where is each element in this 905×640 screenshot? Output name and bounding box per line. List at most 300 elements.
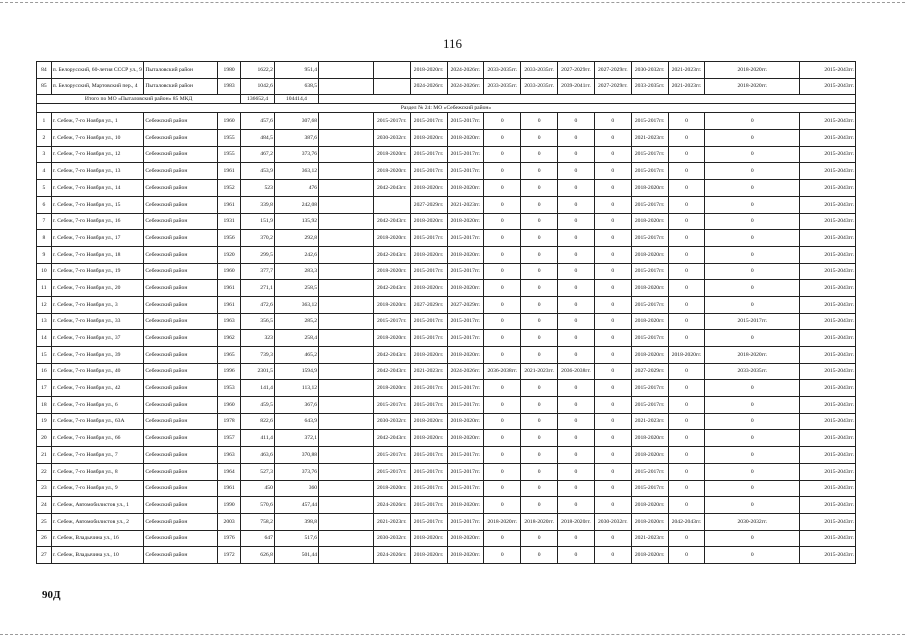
- period-cell: 2015-2017гг.: [631, 380, 668, 397]
- district-cell: Себежский район: [144, 513, 218, 530]
- period-cell: 2027-2029гг.: [447, 296, 484, 313]
- period-cell: 0: [484, 163, 521, 180]
- period-cell: 2015-2017гг.: [410, 513, 447, 530]
- period-cell: 0: [558, 447, 595, 464]
- period-cell: 2042-2043гг.: [373, 180, 410, 197]
- period-cell: 2018-2020гг.: [410, 547, 447, 564]
- period-cell: 0: [521, 213, 558, 230]
- period-cell: 0: [484, 280, 521, 297]
- page-number: 116: [442, 36, 463, 51]
- summary-row: [37, 95, 856, 104]
- period-cell: 0: [705, 146, 800, 163]
- period-cell: 0: [558, 330, 595, 347]
- period-cell: 2018-2020гг.: [410, 347, 447, 364]
- period-cell: 2018-2020гг.: [447, 497, 484, 514]
- district-cell: Себежский район: [144, 547, 218, 564]
- period-cell: 2015-2017гг.: [631, 163, 668, 180]
- blank-cell: [319, 413, 374, 430]
- period-cell: 0: [705, 213, 800, 230]
- period-cell: 0: [668, 246, 705, 263]
- period-cell: 0: [705, 246, 800, 263]
- period-cell: 2042-2043гг.: [668, 513, 705, 530]
- period-cell: 2018-2020гг.: [410, 180, 447, 197]
- row-number: 5: [37, 180, 52, 197]
- period-cell: 0: [484, 380, 521, 397]
- period-cell: 0: [484, 246, 521, 263]
- period-cell: 0: [558, 413, 595, 430]
- period-cell: 0: [484, 113, 521, 130]
- period-cell: 2030-2032гг.: [373, 413, 410, 430]
- period-cell: 0: [558, 497, 595, 514]
- period-cell: 2015-2017гг.: [447, 513, 484, 530]
- row-number: 8: [37, 230, 52, 247]
- period-cell: 0: [558, 146, 595, 163]
- total-area-cell: 299,5: [241, 246, 275, 263]
- address-cell: г. Себеж, 7-го Ноября ул., 15: [51, 196, 144, 213]
- living-area-cell: 951,4: [274, 62, 318, 79]
- period-cell: 2015-2017гг.: [631, 230, 668, 247]
- period-cell: 0: [668, 413, 705, 430]
- address-cell: г. Себеж, 7-го Ноября ул., 3: [51, 296, 144, 313]
- summary-total-area: 136652,4: [241, 95, 275, 104]
- period-cell: 0: [705, 547, 800, 564]
- period-cell: 0: [668, 397, 705, 414]
- period-cell: 2015-2017гг.: [410, 163, 447, 180]
- year-cell: 1976: [218, 530, 241, 547]
- period-cell: 2015-2017гг.: [373, 447, 410, 464]
- living-area-cell: 113,12: [274, 380, 318, 397]
- table-row: [37, 397, 856, 414]
- period-cell: 0: [705, 530, 800, 547]
- period-cell: 2018-2020гг.: [668, 347, 705, 364]
- period-cell: 2018-2020гг.: [705, 62, 800, 79]
- living-area-cell: 285,2: [274, 313, 318, 330]
- period-cell: 0: [484, 497, 521, 514]
- row-number: 3: [37, 146, 52, 163]
- period-cell: 2015-2017гг.: [447, 163, 484, 180]
- period-cell: 2018-2020гг.: [410, 62, 447, 79]
- row-number: 27: [37, 547, 52, 564]
- period-cell: 0: [521, 497, 558, 514]
- period-cell: 0: [558, 230, 595, 247]
- total-area-cell: 457,6: [241, 113, 275, 130]
- period-cell: 2021-2023гг.: [521, 363, 558, 380]
- period-cell: 0: [484, 480, 521, 497]
- period-cell: 0: [521, 547, 558, 564]
- year-cell: 1961: [218, 196, 241, 213]
- period-cell: 2021-2023гг.: [631, 413, 668, 430]
- total-area-cell: 647: [241, 530, 275, 547]
- period-cell: 0: [705, 130, 800, 147]
- period-cell: 2015-2043гг.: [800, 497, 856, 514]
- year-cell: 1962: [218, 330, 241, 347]
- row-number: 13: [37, 313, 52, 330]
- period-cell: 0: [705, 113, 800, 130]
- period-cell: 2015-2017гг.: [447, 146, 484, 163]
- period-cell: 0: [558, 163, 595, 180]
- period-cell: 0: [594, 497, 631, 514]
- district-cell: Себежский район: [144, 263, 218, 280]
- summary-living-area: 104414,4: [274, 95, 318, 104]
- period-cell: 2015-2017гг.: [447, 480, 484, 497]
- district-cell: Себежский район: [144, 480, 218, 497]
- period-cell: 2018-2020гг.: [705, 78, 800, 95]
- period-cell: 2033-2035гг.: [484, 62, 521, 79]
- summary-label: Итого по МО «Пыталовский район» 85 МКД: [37, 95, 241, 104]
- period-cell: 2015-2017гг.: [373, 397, 410, 414]
- period-cell: 2018-2020гг.: [631, 280, 668, 297]
- year-cell: 1920: [218, 246, 241, 263]
- address-cell: г. Себеж, 7-го Ноября ул., 18: [51, 246, 144, 263]
- period-cell: 0: [705, 463, 800, 480]
- period-cell: 0: [594, 347, 631, 364]
- total-area-cell: 758,2: [241, 513, 275, 530]
- blank-cell: [319, 146, 374, 163]
- period-cell: 2018-2020гг.: [373, 380, 410, 397]
- period-cell: 0: [484, 397, 521, 414]
- period-cell: 2015-2017гг.: [410, 313, 447, 330]
- address-cell: г. Себеж, 7-го Ноября ул., 17: [51, 230, 144, 247]
- period-cell: 2015-2043гг.: [800, 213, 856, 230]
- period-cell: 0: [705, 447, 800, 464]
- row-number: 24: [37, 497, 52, 514]
- living-area-cell: 398,8: [274, 513, 318, 530]
- period-cell: 0: [484, 430, 521, 447]
- district-cell: Себежский район: [144, 447, 218, 464]
- row-number: 1: [37, 113, 52, 130]
- scan-edge-bottom: [0, 634, 905, 635]
- period-cell: 2015-2043гг.: [800, 413, 856, 430]
- table-row: [37, 430, 856, 447]
- period-cell: 0: [594, 380, 631, 397]
- period-cell: 2018-2020гг.: [410, 530, 447, 547]
- period-cell: 0: [594, 413, 631, 430]
- period-cell: 0: [521, 347, 558, 364]
- period-cell: 2030-2032гг.: [373, 130, 410, 147]
- period-cell: 2018-2020гг.: [373, 480, 410, 497]
- period-cell: 2015-2017гг.: [631, 397, 668, 414]
- period-cell: 2018-2020гг.: [410, 246, 447, 263]
- blank-cell: [319, 213, 374, 230]
- period-cell: 2015-2043гг.: [800, 397, 856, 414]
- year-cell: 1956: [218, 230, 241, 247]
- blank-cell: [319, 530, 374, 547]
- blank-cell: [319, 163, 374, 180]
- period-cell: 2015-2043гг.: [800, 296, 856, 313]
- scan-edge-top: [0, 2, 905, 3]
- period-cell: 2018-2020гг.: [631, 213, 668, 230]
- table-row: [37, 146, 856, 163]
- blank-cell: [319, 330, 374, 347]
- address-cell: г. Себеж, Автомобилистов ул., 1: [51, 497, 144, 514]
- period-cell: 0: [558, 113, 595, 130]
- district-cell: Себежский район: [144, 497, 218, 514]
- address-cell: г. Себеж, 7-го Ноября ул., 63А: [51, 413, 144, 430]
- period-cell: 0: [594, 547, 631, 564]
- table-row: [37, 330, 856, 347]
- blank-cell: [319, 363, 374, 380]
- period-cell: 0: [705, 196, 800, 213]
- living-area-cell: 387,6: [274, 130, 318, 147]
- period-cell: 0: [668, 113, 705, 130]
- district-cell: Себежский район: [144, 530, 218, 547]
- period-cell: 2018-2020гг.: [447, 130, 484, 147]
- district-cell: Себежский район: [144, 330, 218, 347]
- period-cell: 2018-2020гг.: [373, 296, 410, 313]
- period-cell: 0: [484, 230, 521, 247]
- period-cell: 0: [521, 246, 558, 263]
- period-cell: 0: [558, 213, 595, 230]
- year-cell: 1961: [218, 480, 241, 497]
- blank-cell: [319, 513, 374, 530]
- period-cell: 2018-2020гг.: [410, 413, 447, 430]
- period-cell: 2015-2017гг.: [373, 313, 410, 330]
- period-cell: 2018-2020гг.: [631, 447, 668, 464]
- period-cell: 0: [521, 447, 558, 464]
- period-cell: 0: [668, 263, 705, 280]
- table-row: [37, 547, 856, 564]
- period-cell: 0: [668, 330, 705, 347]
- blank-cell: [319, 246, 374, 263]
- row-number: 14: [37, 330, 52, 347]
- period-cell: 2015-2017гг.: [631, 296, 668, 313]
- blank-cell: [319, 62, 374, 79]
- period-cell: 2015-2017гг.: [705, 313, 800, 330]
- total-area-cell: 459,5: [241, 397, 275, 414]
- period-cell: 0: [521, 280, 558, 297]
- period-cell: 2018-2020гг.: [373, 230, 410, 247]
- address-cell: г. Себеж, 7-го Ноября ул., 10: [51, 130, 144, 147]
- total-area-cell: 377,7: [241, 263, 275, 280]
- blank-cell: [319, 113, 374, 130]
- period-cell: 2033-2035гг.: [705, 363, 800, 380]
- period-cell: 2015-2017гг.: [447, 463, 484, 480]
- row-number: 9: [37, 246, 52, 263]
- period-cell: 2015-2017гг.: [631, 196, 668, 213]
- period-cell: 2015-2017гг.: [631, 463, 668, 480]
- district-cell: Себежский район: [144, 363, 218, 380]
- year-cell: 1957: [218, 430, 241, 447]
- period-cell: 0: [521, 230, 558, 247]
- period-cell: [373, 196, 410, 213]
- period-cell: 0: [521, 413, 558, 430]
- period-cell: 0: [521, 146, 558, 163]
- blank-cell: [319, 95, 856, 104]
- year-cell: 1953: [218, 380, 241, 397]
- period-cell: 2015-2043гг.: [800, 130, 856, 147]
- period-cell: 0: [668, 497, 705, 514]
- period-cell: 2015-2043гг.: [800, 363, 856, 380]
- blank-cell: [319, 180, 374, 197]
- period-cell: 2015-2043гг.: [800, 530, 856, 547]
- living-area-cell: 370,88: [274, 447, 318, 464]
- period-cell: 2033-2035гг.: [521, 78, 558, 95]
- living-area-cell: 373,76: [274, 146, 318, 163]
- period-cell: 0: [521, 130, 558, 147]
- period-cell: 2033-2035гг.: [484, 78, 521, 95]
- period-cell: 2015-2017гг.: [447, 113, 484, 130]
- period-cell: 2015-2043гг.: [800, 196, 856, 213]
- period-cell: 0: [521, 180, 558, 197]
- address-cell: г. Себеж, 7-го Ноября ул., 66: [51, 430, 144, 447]
- address-cell: г. Себеж, 7-го Ноября ул., 1: [51, 113, 144, 130]
- period-cell: 2018-2020гг.: [447, 530, 484, 547]
- living-area-cell: 135,92: [274, 213, 318, 230]
- year-cell: 1990: [218, 497, 241, 514]
- period-cell: 0: [484, 447, 521, 464]
- period-cell: 0: [668, 296, 705, 313]
- address-cell: г. Себеж, 7-го Ноября ул., 8: [51, 463, 144, 480]
- period-cell: 2036-2038гг.: [484, 363, 521, 380]
- district-cell: Себежский район: [144, 347, 218, 364]
- row-number: 6: [37, 196, 52, 213]
- total-area-cell: 339,8: [241, 196, 275, 213]
- period-cell: 0: [521, 296, 558, 313]
- total-area-cell: 626,8: [241, 547, 275, 564]
- period-cell: 2018-2020гг.: [631, 180, 668, 197]
- address-cell: п. Белорусский, 60-летия СССР ул., 9: [51, 62, 144, 79]
- period-cell: 0: [558, 263, 595, 280]
- period-cell: 0: [558, 380, 595, 397]
- period-cell: 2015-2043гг.: [800, 146, 856, 163]
- period-cell: 2018-2020гг.: [373, 146, 410, 163]
- total-area-cell: 450: [241, 480, 275, 497]
- period-cell: 2015-2043гг.: [800, 246, 856, 263]
- period-cell: 2024-2026гг.: [410, 78, 447, 95]
- period-cell: 0: [484, 347, 521, 364]
- period-cell: 0: [594, 330, 631, 347]
- period-cell: 2018-2020гг.: [447, 246, 484, 263]
- period-cell: 2042-2043гг.: [373, 280, 410, 297]
- address-cell: г. Себеж, 7-го Ноября ул., 16: [51, 213, 144, 230]
- blank-cell: [319, 78, 374, 95]
- year-cell: 1963: [218, 313, 241, 330]
- district-cell: Себежский район: [144, 146, 218, 163]
- period-cell: 2024-2026гг.: [447, 363, 484, 380]
- period-cell: 0: [558, 130, 595, 147]
- period-cell: 2018-2020гг.: [410, 130, 447, 147]
- table-row: [37, 480, 856, 497]
- period-cell: 0: [521, 430, 558, 447]
- period-cell: 0: [521, 113, 558, 130]
- living-area-cell: 258,5: [274, 280, 318, 297]
- table-row: [37, 163, 856, 180]
- period-cell: 2015-2017гг.: [410, 447, 447, 464]
- year-cell: 1980: [218, 62, 241, 79]
- period-cell: 0: [558, 397, 595, 414]
- period-cell: 2015-2043гг.: [800, 330, 856, 347]
- living-area-cell: 367,6: [274, 397, 318, 414]
- year-cell: 1978: [218, 413, 241, 430]
- row-number: 12: [37, 296, 52, 313]
- period-cell: 2042-2043гг.: [373, 363, 410, 380]
- period-cell: 2027-2029гг.: [410, 296, 447, 313]
- period-cell: 0: [705, 280, 800, 297]
- period-cell: 2018-2020гг.: [631, 313, 668, 330]
- period-cell: 2036-2038гг.: [558, 363, 595, 380]
- period-cell: 0: [521, 480, 558, 497]
- address-cell: г. Себеж, 7-го Ноября ул., 40: [51, 363, 144, 380]
- period-cell: 0: [558, 246, 595, 263]
- row-number: 16: [37, 363, 52, 380]
- period-cell: 2024-2026гг.: [447, 78, 484, 95]
- period-cell: 0: [594, 246, 631, 263]
- table-row: [37, 113, 856, 130]
- period-cell: 0: [594, 146, 631, 163]
- period-cell: 0: [705, 430, 800, 447]
- table-row: [37, 280, 856, 297]
- period-cell: 2015-2017гг.: [631, 146, 668, 163]
- period-cell: 2018-2020гг.: [447, 413, 484, 430]
- period-cell: 0: [705, 497, 800, 514]
- district-cell: Себежский район: [144, 280, 218, 297]
- year-cell: 1963: [218, 447, 241, 464]
- period-cell: 0: [705, 380, 800, 397]
- period-cell: 2024-2026гг.: [373, 497, 410, 514]
- address-cell: г. Себеж, 7-го Ноября ул., 9: [51, 480, 144, 497]
- period-cell: 0: [594, 163, 631, 180]
- blank-cell: [319, 447, 374, 464]
- table-body: [37, 62, 856, 564]
- period-cell: 2021-2023гг.: [668, 62, 705, 79]
- period-cell: 0: [594, 430, 631, 447]
- period-cell: 0: [594, 296, 631, 313]
- period-cell: 2015-2043гг.: [800, 180, 856, 197]
- period-cell: 0: [521, 380, 558, 397]
- year-cell: 1960: [218, 263, 241, 280]
- housing-register-table: [36, 61, 856, 564]
- row-number: 20: [37, 430, 52, 447]
- blank-cell: [319, 230, 374, 247]
- period-cell: 0: [668, 530, 705, 547]
- period-cell: 0: [484, 547, 521, 564]
- total-area-cell: 523: [241, 180, 275, 197]
- period-cell: 2018-2020гг.: [631, 347, 668, 364]
- row-number: 4: [37, 163, 52, 180]
- period-cell: 2015-2043гг.: [800, 480, 856, 497]
- period-cell: 0: [558, 547, 595, 564]
- period-cell: 0: [668, 130, 705, 147]
- table-row: [37, 263, 856, 280]
- period-cell: 2015-2043гг.: [800, 230, 856, 247]
- year-cell: 1960: [218, 397, 241, 414]
- period-cell: 2021-2023гг.: [410, 363, 447, 380]
- table-row: [37, 463, 856, 480]
- period-cell: 2027-2029гг.: [594, 78, 631, 95]
- row-number: 21: [37, 447, 52, 464]
- section-header-row: [37, 104, 856, 113]
- period-cell: 2018-2020гг.: [410, 213, 447, 230]
- row-number: 23: [37, 480, 52, 497]
- footer-mark: 90Д: [42, 589, 61, 601]
- table-row: [37, 246, 856, 263]
- year-cell: 1952: [218, 180, 241, 197]
- period-cell: 0: [705, 480, 800, 497]
- period-cell: 2018-2020гг.: [558, 513, 595, 530]
- living-area-cell: 292,8: [274, 230, 318, 247]
- district-cell: Себежский район: [144, 430, 218, 447]
- address-cell: г. Себеж, 7-го Ноября ул., 42: [51, 380, 144, 397]
- period-cell: 2015-2017гг.: [410, 146, 447, 163]
- total-area-cell: 527,3: [241, 463, 275, 480]
- period-cell: 2015-2017гг.: [373, 113, 410, 130]
- period-cell: 0: [484, 213, 521, 230]
- period-cell: 0: [668, 313, 705, 330]
- period-cell: 0: [558, 180, 595, 197]
- period-cell: 0: [668, 463, 705, 480]
- total-area-cell: 463,6: [241, 447, 275, 464]
- period-cell: 2015-2017гг.: [410, 480, 447, 497]
